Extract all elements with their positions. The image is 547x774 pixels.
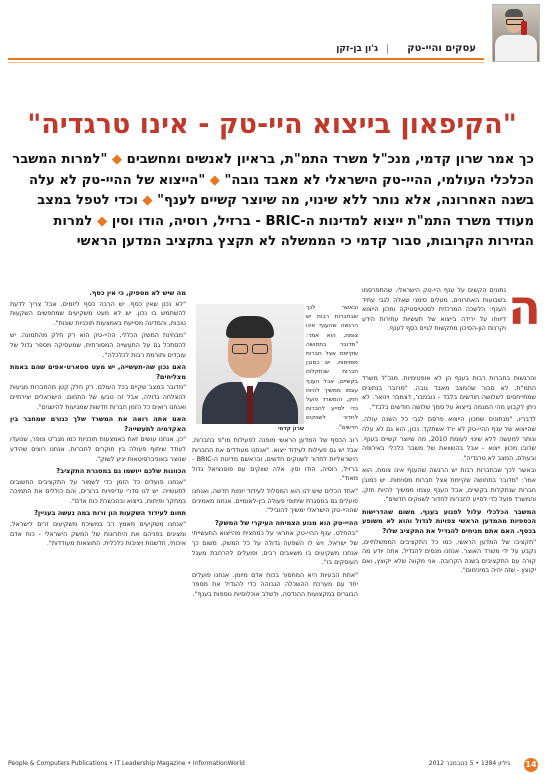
subhead-line-4: למרות הגזירות הקרובות, סבור קדמי כי הממשלה לא תקצץ בתקציב המדען הראשי (53, 213, 534, 249)
paragraph: "בהחלט. ענף ההיי-טק אחראי על כמחצית מהייצוא התעשייתי של ישראל, ויש לו השפעה גדולה על כל המשק. משום כך אנחנו משקיעים בו משאבים רבים, ופועלים להרחבת מעגל העוסקים בו". (192, 530, 358, 567)
bullet-diamond-icon: ◆ (205, 172, 220, 188)
interviewee-portrait (196, 304, 304, 424)
headline: "הקיפאון בייצוא היי-טק - אינו טרגדיה" (27, 109, 517, 140)
drop-cap: ה (508, 280, 541, 336)
question-heading: האם אתה רואה את המשרד שלך כגורם שמחבר בין האקדמיה לתעשייה? (10, 415, 186, 433)
article-column-middle-narrow (306, 304, 358, 432)
author-byline: ג'ון בן-זקן (336, 44, 378, 54)
paragraph: "כן, אנחנו עושים זאת באמצעות תוכניות כמו מגנ"ט ונופר, שנועדו לעודד שיתוף פעולה בין חוקרים לחברות. אנחנו רוצים שהידע שנוצר באוניברסיטאות יגיע לשוק". (10, 436, 186, 463)
paragraph: "אחת הבעיות היא המחסור בכוח אדם מיומן. אנחנו פועלים יחד עם מערכת ההשכלה הגבוהה כדי להגדיל את מספר הבוגרים במקצועות ההנדסה, ולשלב אוכלוסיות נוספות בענף". (192, 571, 358, 598)
paragraph: "אחד הכלים שיש לנו הוא המסלול לעידוד יזמות חדשה, ואנחנו פועלים גם במסגרת שיתופי פעולה בין-לאומיים. אנחנו מאמינים שההיי-טק הישראלי ימשיך להוביל". (192, 487, 358, 515)
bullet-diamond-icon: ◆ (137, 193, 153, 208)
header-rule (8, 58, 484, 60)
question-heading: מה שיש לא מספיק, כי אין כסף. (89, 289, 186, 297)
paragraph: לדבריו, "מנתונים שמכון הייצוא פרסם לגבי כל השנה עולה, שהייצוא של ענף ההיי-טק לא ירד אשתקד. נכון, הוא גם לא עלה ונותר למעשה ללא שינוי לעומת 2010, מה שיוצר קשיים בענף. שרובו מכוון ייצוא - אבל בהשוואת של משבר כלכלי באירופה ובעולם, המצב לא טרגדיה". (362, 416, 536, 462)
issue-date: גיליון 1384 • 5 בנובמבר 2012 (428, 760, 510, 767)
subhead-line-1a: כך אמר שרון קדמי, מנכ"ל משרד התמ"ת, בראיון לאנשים ומחשבים (126, 152, 534, 167)
question-heading: ההיי-טק הוא מנוע הצמיחה העיקרי של המשק? (214, 518, 358, 527)
paragraph: והרגשות בחברות רבות בענף הן לא אופטימיות. מנכ"ל משרד התמ"ת, לא סבור שהמצב מאבד גובה. "מרובר בנתונים שמתייחסים לשלושה חודשים בלבד - נובמבר, דצמבר וינואר. לא ניתן לקבוע מהי המגמה בייצוא על סמך שלושה חודשים בלבד". (362, 375, 536, 411)
paragraph: "אנחנו משקיעים מאמץ רב במשיכת משקיעים זרים לישראל, ומציגים בפניהם את היתרונות של המשק הישראלי - כוח אדם איכותי, חדשנות ויציבות כלכלית. התוצאות מעודדות". (10, 521, 186, 548)
paragraph: "אנחנו פועלים כל הזמן כדי לשמור על התקציבים החשובים לתעשייה. יש לנו סדרי עדיפויות ברורים, והם כוללים את התמיכה במחקר ופיתוח, בייצוא ובהכשרת כוח אדם". (10, 478, 186, 505)
page-number: 14 (524, 758, 538, 772)
header-divider (387, 44, 388, 54)
subhead (12, 150, 534, 253)
portrait-caption: שרון קדמי (277, 426, 304, 432)
paragraph: "מבחינת המשק הכללי, ההיי-טק הוא רק חלק מהתמונה. יש להסתכל גם על התעשייה המסורתית, שמעסיקה מספר גדול של עובדים ותורמת רבות לכלכלה". (10, 332, 186, 359)
bullet-diamond-icon: ◆ (107, 152, 123, 167)
paragraph: "מדובר במצב שקיים בכל העולם. רק חלק קטן מהחברות מגיעות להצלחה גדולה, אבל זה טבעו של התחום. הישראלים יצירתיים ואנחנו רואים כל הזמן חברות חדשות שמגיעות להישגים". (10, 384, 186, 411)
paragraph: ובאשר לכך שבחברות רבות יש הרגשה שהענף אינו צומח, הוא אמר: "מדובר בתחושה שקיימת אצל חברות מסוימות. יש כמובן חברות שנתקלות בקשיים, אבל הענף עצמו ממשיך להיות חזק, והמשרד פועל כדי לסייע לחברות לחדור לשווקים חדשים". (362, 467, 536, 504)
article-column-right (362, 374, 536, 579)
header-rule-thin (8, 62, 484, 63)
question-heading: האם נכון שה-תעשייה, יש מעט סטארט-אפים שהם באמת מצליחים? (10, 363, 186, 381)
question-heading: תחום לעידוד השקעות הון זרות במה נעשה בעניין? (34, 509, 186, 518)
article-intro: נתונים הקשים על ענף היי-טק הישראלי, שהתפרסמו בשבועות האחרונים, מעלים סימני שאלה לגבי עתיד הענף: הלשכה המרכזית לסטטיסטיקה ומכון הייצוא דיווחו על ירידה בייצוא של תעשיות עתירות הידע וקרנות הון-הסיכון מתקשות לגייס כסף לענף. (362, 287, 506, 333)
section-title: עסקים והיי-טק (407, 43, 476, 54)
question-heading: המשבר הכלכלי עלול לפגוע בענף. משום שהדרישות הכספיות מהמדען הראשי צפויות לגדול והוא לא משופע בכסף. האם אתם מניחים להגדיל את התקציב שלו? (362, 507, 536, 535)
bullet-diamond-icon: ◆ (92, 213, 108, 229)
question-heading: הכוונות שלכם ייושמו גם במסגרת התקציב? (56, 467, 186, 476)
subhead-line-3: וכדי לטפל במצב מעודד משרד התמ"ת ייצוא למדינות ה-BRIC - ברזיל, רוסיה, הודו וסין (37, 193, 534, 229)
article-column-left (10, 286, 186, 746)
paragraph: ובאשר לכך שבחברות רבות יש הרגשה שהענף אינו צומח, הוא אמר: "מדובר בתחושה שקיימת אצל חברות מסוימות. יש כמובן חברות שנתקלות בקשיים, אבל הענף עצמו ממשיך להיות חזק, והמשרד פועל כדי לסייע לחברות לחדור לשווקים חדשים". (306, 305, 358, 431)
subhead-line-1b: "למרות המשבר הכלכלי העולמי, ההיי-טק הישראלי לא מאבד גובה" (12, 152, 534, 188)
publisher-line: People & Computers Publications • IT Leadership Magazine • InformationWorld (8, 760, 245, 767)
paragraph: "תקציבו של המדען הראשי, כמו כל התקציבים הממשלתיים, נקבע על ידי משרד האוצר. אנחנו מנסים להגדיל, אתה יודע מה קורה עם התקציבים בשנה הקרובה. אני מקווה שלא יקוצץ, ואם יקוצץ - שזה יהיה במינימום". (362, 538, 536, 575)
subhead-line-2: "הייצוא של ההיי-טק לא עלה בשנה האחרונה, אלא נותר ללא שינוי, מה שיוצר קשיים לענף" (29, 172, 534, 208)
paragraph: "לא נכון שאין כסף. יש הרבה כסף ליזמים, אבל צריך לדעת להשתמש בו נכון. יש לא מעט משקיעים שמחפשים השקעות טובות, והמדינה מסייעת באמצעות תוכניות שונות". (10, 300, 186, 327)
page-footer (8, 758, 538, 772)
section-header (8, 42, 538, 56)
article-column-middle (192, 436, 358, 748)
paragraph: רוב הכסף של המדען הראשי מופנה לפעילות מו"פ בחברות, אבל יש גם פעילות לעידוד ייצוא. "אנחנו מעודדים את החברות הישראליות לחדור לשווקים חדשים, ובראשם מדינות ה-BRIC - ברזיל, רוסיה, הודו וסין. אלה שווקים עם פוטנציאל גדול מאוד". (192, 437, 358, 483)
